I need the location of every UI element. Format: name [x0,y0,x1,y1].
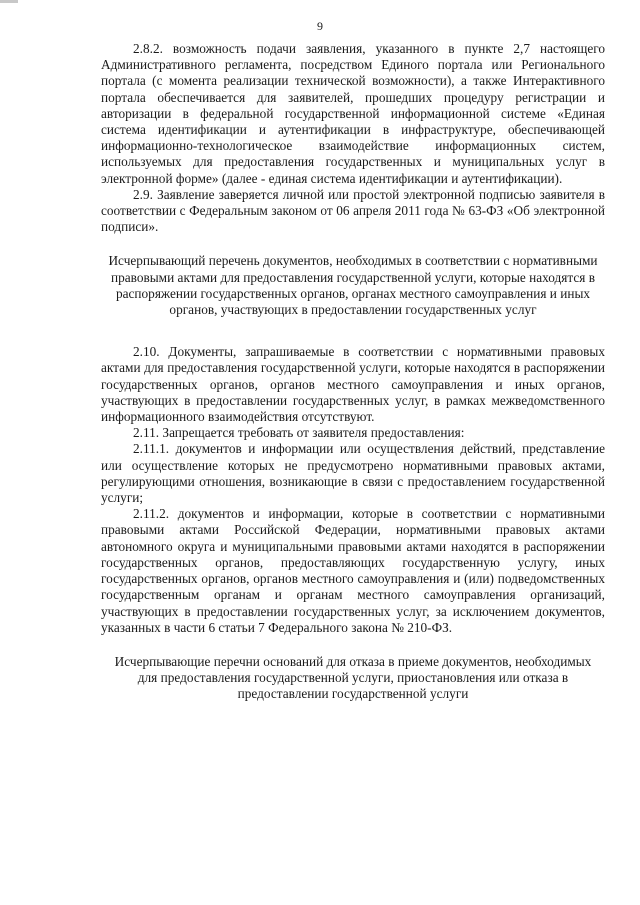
section-heading-refusal-grounds: Исчерпывающие перечни оснований для отказа в приеме документов, необходимых для предоставления государственной услуги, приостановления или отказа в предоставлении государственной услуги [114,653,592,702]
section-heading-documents: Исчерпывающий перечень документов, необходимых в соответствии с нормативными правовыми актами для предоставления государственной услуги, которые находятся в распоряжении государственных органов, органах местного самоуправления и иных органов, участвующих в предоставлении государственных услуг [108,253,598,318]
page-number: 9 [317,19,323,33]
document-body [101,41,605,703]
scan-corner-mark [0,0,18,3]
paragraph-2-11-2: 2.11.2. документов и информации, которые в соответствии с нормативными правовыми актами Российской Федерации, нормативными правовых актами автономного округа и муниципальными правовыми актами находятся в распоряжении государственных органов, предоставляющих государственную услугу, иных государственных органов, органов местного самоуправления и (или) подведомственных государственным органам и органам местного самоуправления организаций, участвующих в предоставлении государственных услуг, за исключением документов, указанных в части 6 статьи 7 Федерального закона № 210-ФЗ. [101,506,605,635]
paragraph-2-11-1: 2.11.1. документов и информации или осуществления действий, представление или осуществление которых не предусмотрено нормативными правовых актами, регулирующими отношения, возникающие в связи с предоставлением государственной услуги; [101,441,605,506]
paragraph-2-10: 2.10. Документы, запрашиваемые в соответствии с нормативными правовых актами для предоставления государственной услуги, которые находятся в распоряжении государственных органов, органов местного самоуправления и иных органов, участвующих в предоставлении государственных услуг, в рамках межведомственного информационного взаимодействия отсутствуют. [101,344,605,425]
paragraph-2-11: 2.11. Запрещается требовать от заявителя предоставления: [133,425,465,441]
paragraph-2-9: 2.9. Заявление заверяется личной или простой электронной подписью заявителя в соответствии с Федеральным законом от 06 апреля 2011 года № 63-ФЗ «Об электронной подписи». [101,186,605,235]
paragraph-2-8-2: 2.8.2. возможность подачи заявления, указанного в пункте 2,7 настоящего Административного регламента, посредством Единого портала или Регионального портала (с момента реализации технической возможности), а также Интерактивного портала обеспечивается для заявителей, прошедших процедуру регистрации и авторизации в федеральной государственной информационной системе «Единая система идентификации и аутентификации в инфраструктуре, обеспечивающей информационно-технологическое взаимодействие информационных систем, используемых для предоставления государственных и муниципальных услуг в электронной форме» (далее - единая система идентификации и аутентификации). [101,41,605,186]
